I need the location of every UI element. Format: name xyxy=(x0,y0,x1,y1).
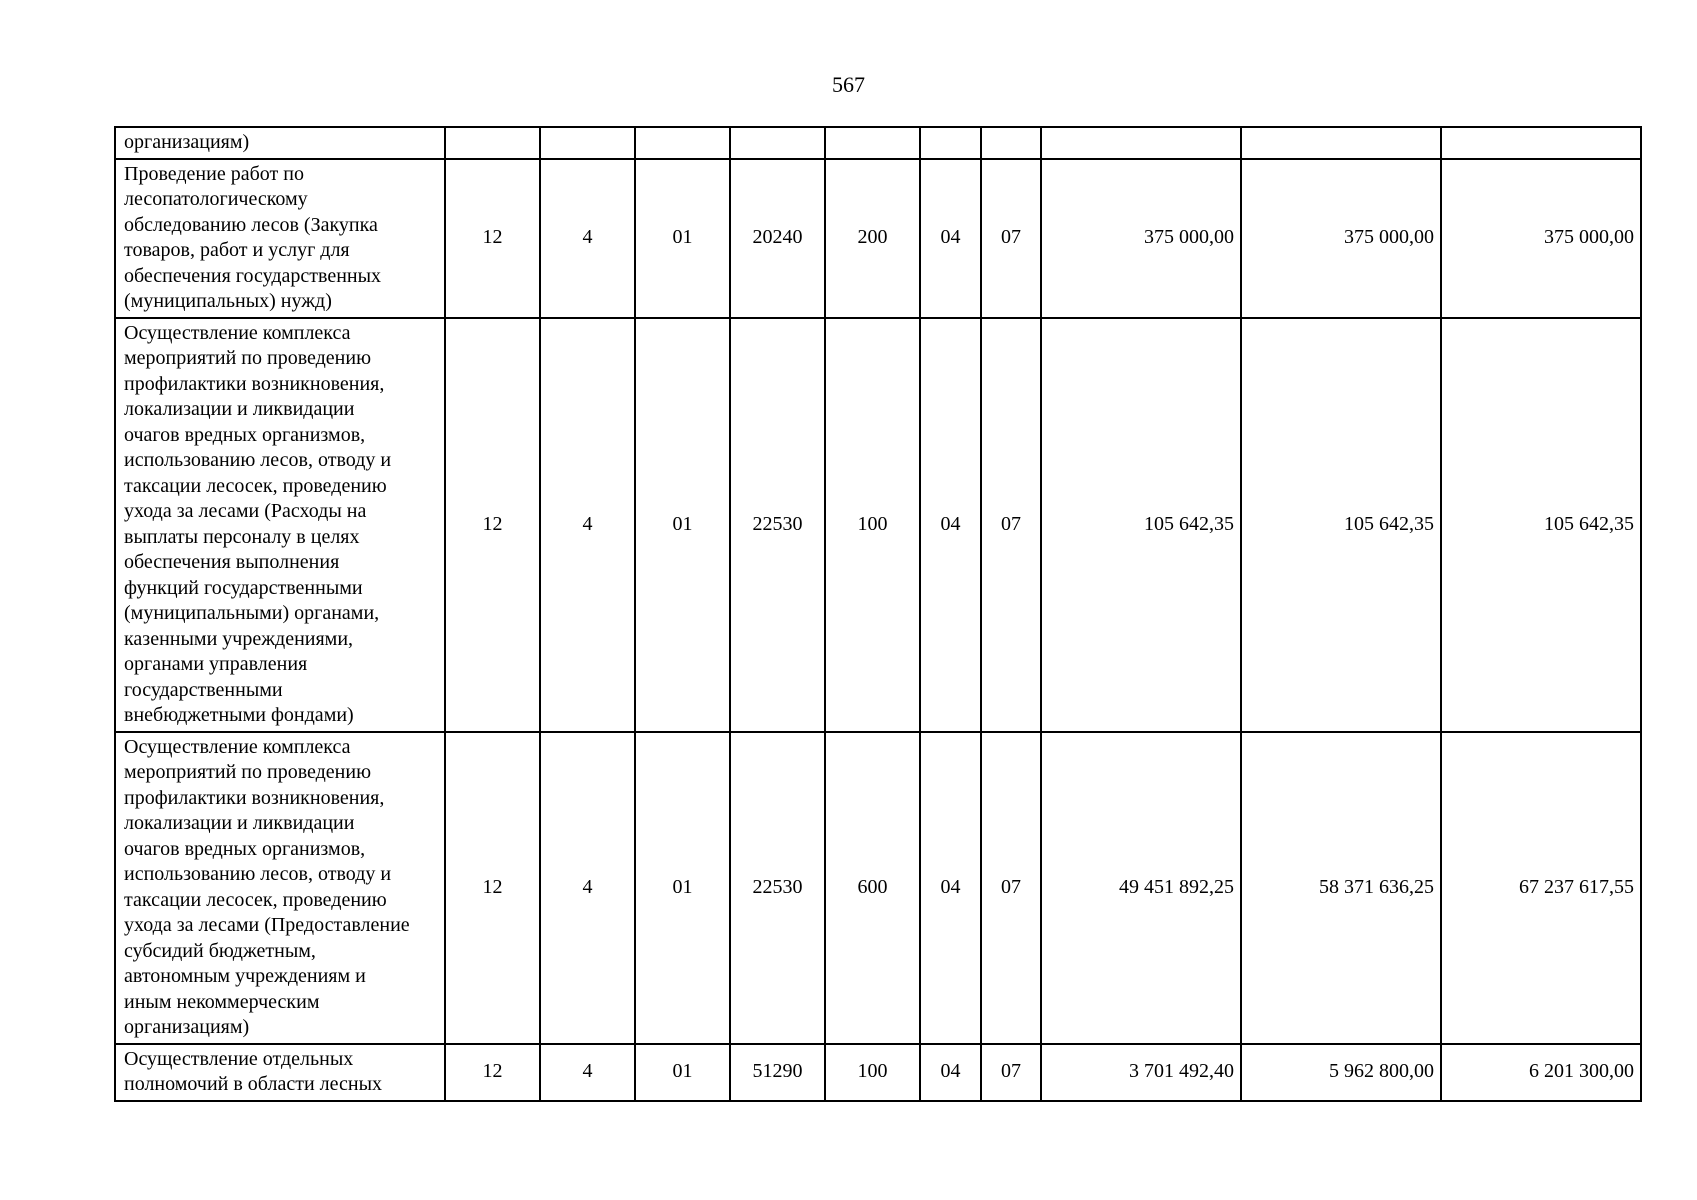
row-name-cell: Осуществление отдельных полномочий в области лесных xyxy=(115,1044,445,1101)
table-row xyxy=(115,732,1641,1044)
sum-cell xyxy=(1241,127,1441,159)
code-cell: 01 xyxy=(635,318,730,732)
code-cell: 4 xyxy=(540,159,635,318)
code-cell xyxy=(920,127,981,159)
budget-table xyxy=(114,126,1642,1102)
code-cell: 100 xyxy=(825,1044,920,1101)
code-cell: 12 xyxy=(445,159,540,318)
table-row xyxy=(115,318,1641,732)
code-cell: 200 xyxy=(825,159,920,318)
code-cell xyxy=(635,127,730,159)
table-row xyxy=(115,159,1641,318)
sum-cell: 375 000,00 xyxy=(1041,159,1241,318)
code-cell xyxy=(825,127,920,159)
code-cell: 22530 xyxy=(730,318,825,732)
sum-cell: 105 642,35 xyxy=(1241,318,1441,732)
code-cell: 4 xyxy=(540,1044,635,1101)
row-name-cell: организациям) xyxy=(115,127,445,159)
table-row xyxy=(115,1044,1641,1101)
code-cell: 07 xyxy=(981,159,1041,318)
code-cell: 01 xyxy=(635,732,730,1044)
code-cell: 12 xyxy=(445,1044,540,1101)
sum-cell: 3 701 492,40 xyxy=(1041,1044,1241,1101)
code-cell: 07 xyxy=(981,318,1041,732)
code-cell xyxy=(730,127,825,159)
code-cell: 22530 xyxy=(730,732,825,1044)
row-name-cell: Проведение работ по лесопатологическому обследованию лесов (Закупка товаров, работ и услуг для обеспечения государственных (муниципальных) нужд) xyxy=(115,159,445,318)
table-row xyxy=(115,127,1641,159)
code-cell: 04 xyxy=(920,732,981,1044)
sum-cell: 67 237 617,55 xyxy=(1441,732,1641,1044)
sum-cell: 5 962 800,00 xyxy=(1241,1044,1441,1101)
code-cell: 07 xyxy=(981,1044,1041,1101)
code-cell: 12 xyxy=(445,732,540,1044)
code-cell xyxy=(981,127,1041,159)
sum-cell xyxy=(1441,127,1641,159)
code-cell: 04 xyxy=(920,318,981,732)
code-cell xyxy=(445,127,540,159)
sum-cell xyxy=(1041,127,1241,159)
code-cell: 20240 xyxy=(730,159,825,318)
sum-cell: 6 201 300,00 xyxy=(1441,1044,1641,1101)
code-cell: 01 xyxy=(635,1044,730,1101)
code-cell: 07 xyxy=(981,732,1041,1044)
sum-cell: 375 000,00 xyxy=(1441,159,1641,318)
code-cell: 600 xyxy=(825,732,920,1044)
code-cell: 04 xyxy=(920,1044,981,1101)
sum-cell: 105 642,35 xyxy=(1041,318,1241,732)
row-name-cell: Осуществление комплекса мероприятий по проведению профилактики возникновения, локализации и ликвидации очагов вредных организмов, использованию лесов, отводу и таксации лесосек, проведению ухода за лесами (Предоставление субсидий бюджетным, автономным учреждениям и иным некоммерческим организациям) xyxy=(115,732,445,1044)
page-number: 567 xyxy=(832,72,865,97)
sum-cell: 49 451 892,25 xyxy=(1041,732,1241,1044)
code-cell: 100 xyxy=(825,318,920,732)
code-cell xyxy=(540,127,635,159)
sum-cell: 58 371 636,25 xyxy=(1241,732,1441,1044)
row-name-cell: Осуществление комплекса мероприятий по проведению профилактики возникновения, локализации и ликвидации очагов вредных организмов, использованию лесов, отводу и таксации лесосек, проведению ухода за лесами (Расходы на выплаты персоналу в целях обеспечения выполнения функций государственными (муниципальными) органами, казенными учреждениями, органами управления государственными внебюджетными фондами) xyxy=(115,318,445,732)
sum-cell: 375 000,00 xyxy=(1241,159,1441,318)
code-cell: 4 xyxy=(540,732,635,1044)
code-cell: 51290 xyxy=(730,1044,825,1101)
code-cell: 4 xyxy=(540,318,635,732)
code-cell: 04 xyxy=(920,159,981,318)
sum-cell: 105 642,35 xyxy=(1441,318,1641,732)
code-cell: 01 xyxy=(635,159,730,318)
code-cell: 12 xyxy=(445,318,540,732)
